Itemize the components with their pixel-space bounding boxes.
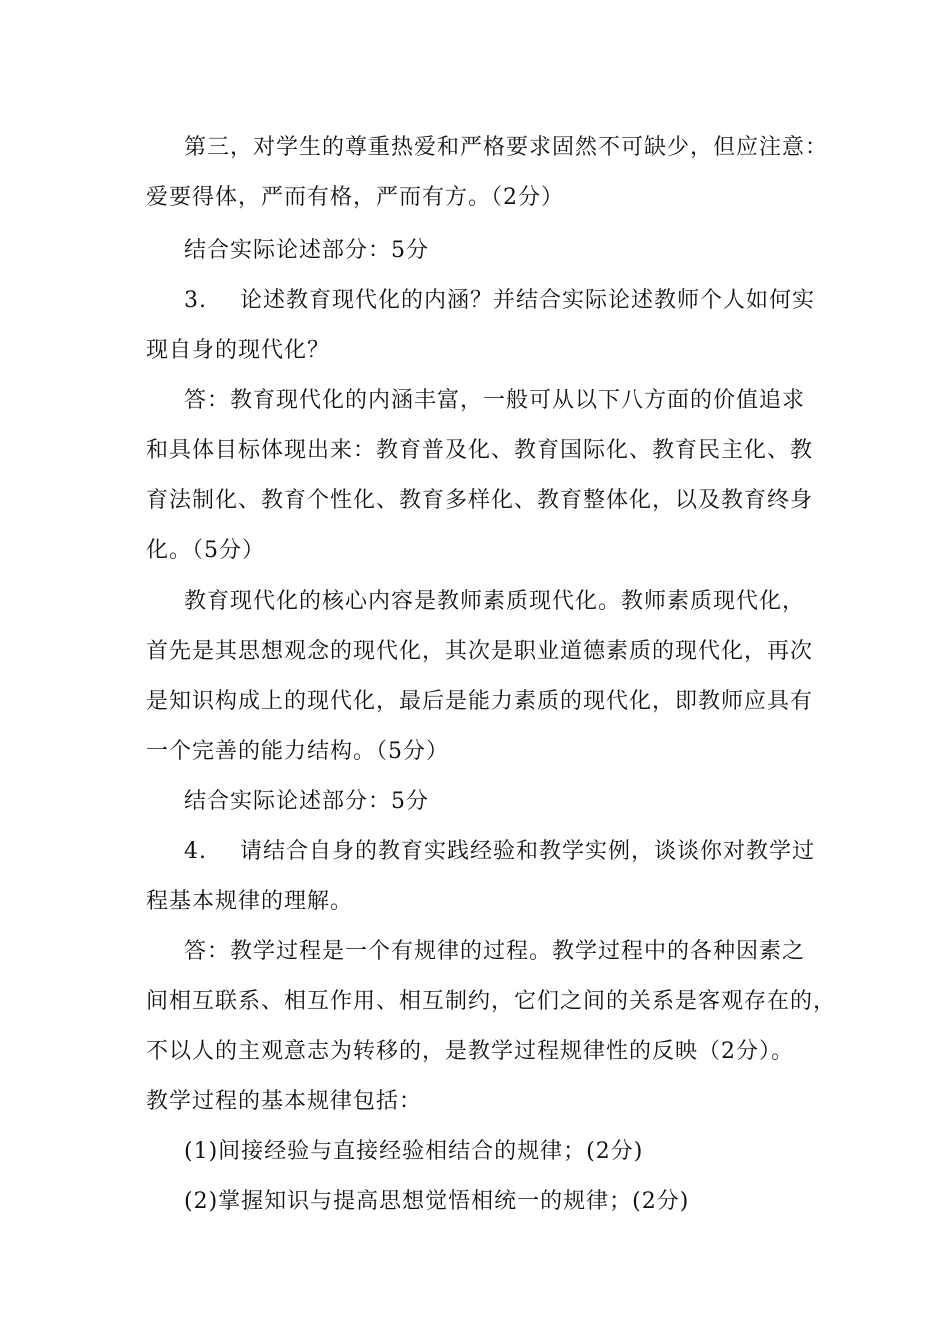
paragraph-line: 育法制化、教育个性化、教育多样化、教育整体化，以及教育终身 (146, 488, 814, 513)
question-4-line (0, 837, 950, 867)
paragraph-line: 化。（5分） (146, 538, 265, 563)
answer-line: 答：教学过程是一个有规律的过程。教学过程中的各种因素之 (184, 939, 806, 964)
paragraph-line: 是知识构成上的现代化，最后是能力素质的现代化，即教师应具有 (146, 689, 814, 714)
score-line: 结合实际论述部分：5分 (184, 238, 429, 263)
question-3-line (0, 286, 950, 316)
paragraph-line: 和具体目标体现出来：教育普及化、教育国际化、教育民主化、教 (146, 438, 814, 463)
question-3-number: 3. (184, 288, 207, 313)
list-item: (1)间接经验与直接经验相结合的规律；(2分) (184, 1139, 644, 1164)
paragraph-line: 不以人的主观意志为转移的，是教学过程规律性的反映（2分）。 (146, 1039, 794, 1064)
paragraph-line: 首先是其思想观念的现代化，其次是职业道德素质的现代化，再次 (146, 639, 814, 664)
question-3-text: 论述教育现代化的内涵？并结合实际论述教师个人如何实 (240, 288, 816, 313)
list-item: (2)掌握知识与提高思想觉悟相统一的规律；(2分) (184, 1189, 690, 1214)
paragraph-line: 爱要得体，严而有格，严而有方。（2分） (146, 185, 564, 210)
paragraph-line: 教学过程的基本规律包括： (146, 1089, 423, 1114)
answer-line: 答：教育现代化的内涵丰富，一般可从以下八方面的价值追求 (184, 388, 806, 413)
paragraph-line: 现自身的现代化？ (146, 338, 331, 363)
paragraph-line: 间相互联系、相互作用、相互制约，它们之间的关系是客观存在的， (146, 989, 837, 1014)
question-4-text: 请结合自身的教育实践经验和教学实例，谈谈你对教学过 (240, 839, 816, 864)
score-line: 结合实际论述部分：5分 (184, 789, 429, 814)
paragraph-line: 第三，对学生的尊重热爱和严格要求固然不可缺少，但应注意： (184, 135, 829, 160)
paragraph-line: 教育现代化的核心内容是教师素质现代化。教师素质现代化， (184, 589, 806, 614)
paragraph-line: 程基本规律的理解。 (146, 889, 354, 914)
paragraph-line: 一个完善的能力结构。（5分） (146, 739, 449, 764)
question-4-number: 4. (184, 839, 207, 864)
